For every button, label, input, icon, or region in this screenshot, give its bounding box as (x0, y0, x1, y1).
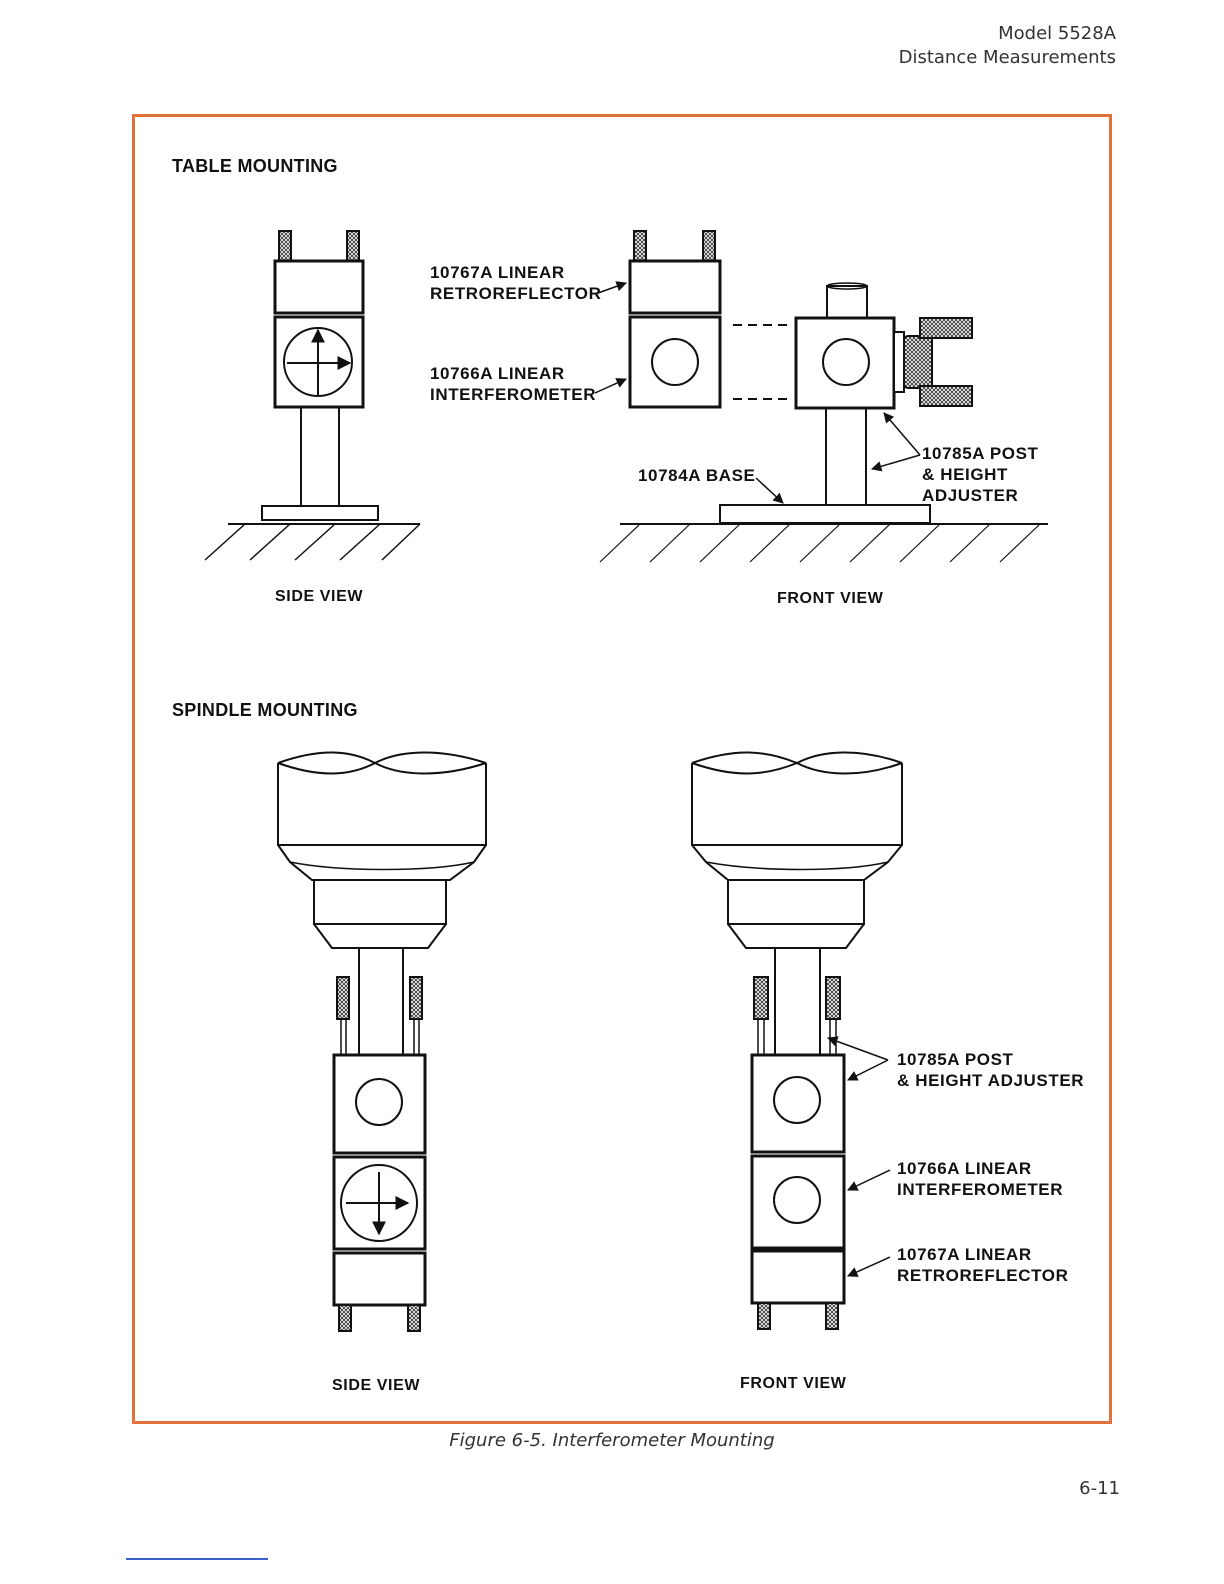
spindle-side-view-drawing (278, 752, 486, 1331)
page-number: 6-11 (1079, 1478, 1120, 1499)
retroreflector-block (630, 261, 720, 313)
label-interferometer: 10766A LINEAR INTERFEROMETER (430, 364, 597, 404)
label-interferometer: 10766A LINEAR INTERFEROMETER (897, 1159, 1064, 1199)
table-side-view-drawing (205, 231, 420, 560)
interferometer-block (630, 317, 720, 407)
interferometer-block (752, 1156, 844, 1248)
base (262, 506, 378, 520)
label-post-height-adjuster: 10785A POST & HEIGHT ADJUSTER (922, 444, 1039, 505)
knurled-screw (920, 386, 972, 406)
knurled-screw (703, 231, 715, 261)
height-adjuster-block (796, 318, 894, 408)
figure-caption: Figure 6-5. Interferometer Mounting (449, 1430, 775, 1451)
knurled-screw (754, 977, 768, 1019)
knurled-screw (347, 231, 359, 261)
label-base: 10784A BASE (638, 466, 756, 485)
knurled-screw (279, 231, 291, 261)
retroreflector-block (752, 1251, 844, 1303)
knurled-screw (920, 318, 972, 338)
header-section: Distance Measurements (898, 47, 1116, 68)
table-mounting-title: TABLE MOUNTING (172, 156, 338, 176)
spindle-head (692, 763, 902, 845)
base (720, 505, 930, 523)
spindle-side-view-label: SIDE VIEW (332, 1377, 421, 1394)
table-front-view-label: FRONT VIEW (777, 590, 884, 607)
label-retroreflector: 10767A LINEAR RETROREFLECTOR (897, 1245, 1069, 1285)
retroreflector-block (275, 261, 363, 313)
header-model: Model 5528A (998, 23, 1116, 44)
footer-rule (126, 1558, 268, 1560)
spindle-front-view-drawing (692, 752, 902, 1329)
knurled-screw (826, 1303, 838, 1329)
height-adjuster-block (752, 1055, 844, 1152)
spindle-mounting-title: SPINDLE MOUNTING (172, 700, 358, 720)
knurled-screw (826, 977, 840, 1019)
label-post-height-adjuster: 10785A POST & HEIGHT ADJUSTER (897, 1050, 1085, 1090)
knurled-screw (634, 231, 646, 261)
knurled-screw (337, 977, 349, 1019)
knurled-screw (758, 1303, 770, 1329)
post-top (827, 286, 867, 318)
adjuster-knob (904, 336, 932, 388)
knurled-screw (410, 977, 422, 1019)
label-retroreflector: 10767A LINEAR RETROREFLECTOR (430, 263, 602, 303)
knurled-screw (339, 1305, 351, 1331)
table-side-view-label: SIDE VIEW (275, 588, 364, 605)
knurled-screw (408, 1305, 420, 1331)
spindle-head (278, 763, 486, 845)
retroreflector-block (334, 1253, 425, 1305)
spindle-front-view-label: FRONT VIEW (740, 1375, 847, 1392)
table-front-view-drawing (595, 231, 1048, 562)
height-adjuster-block (334, 1055, 425, 1153)
